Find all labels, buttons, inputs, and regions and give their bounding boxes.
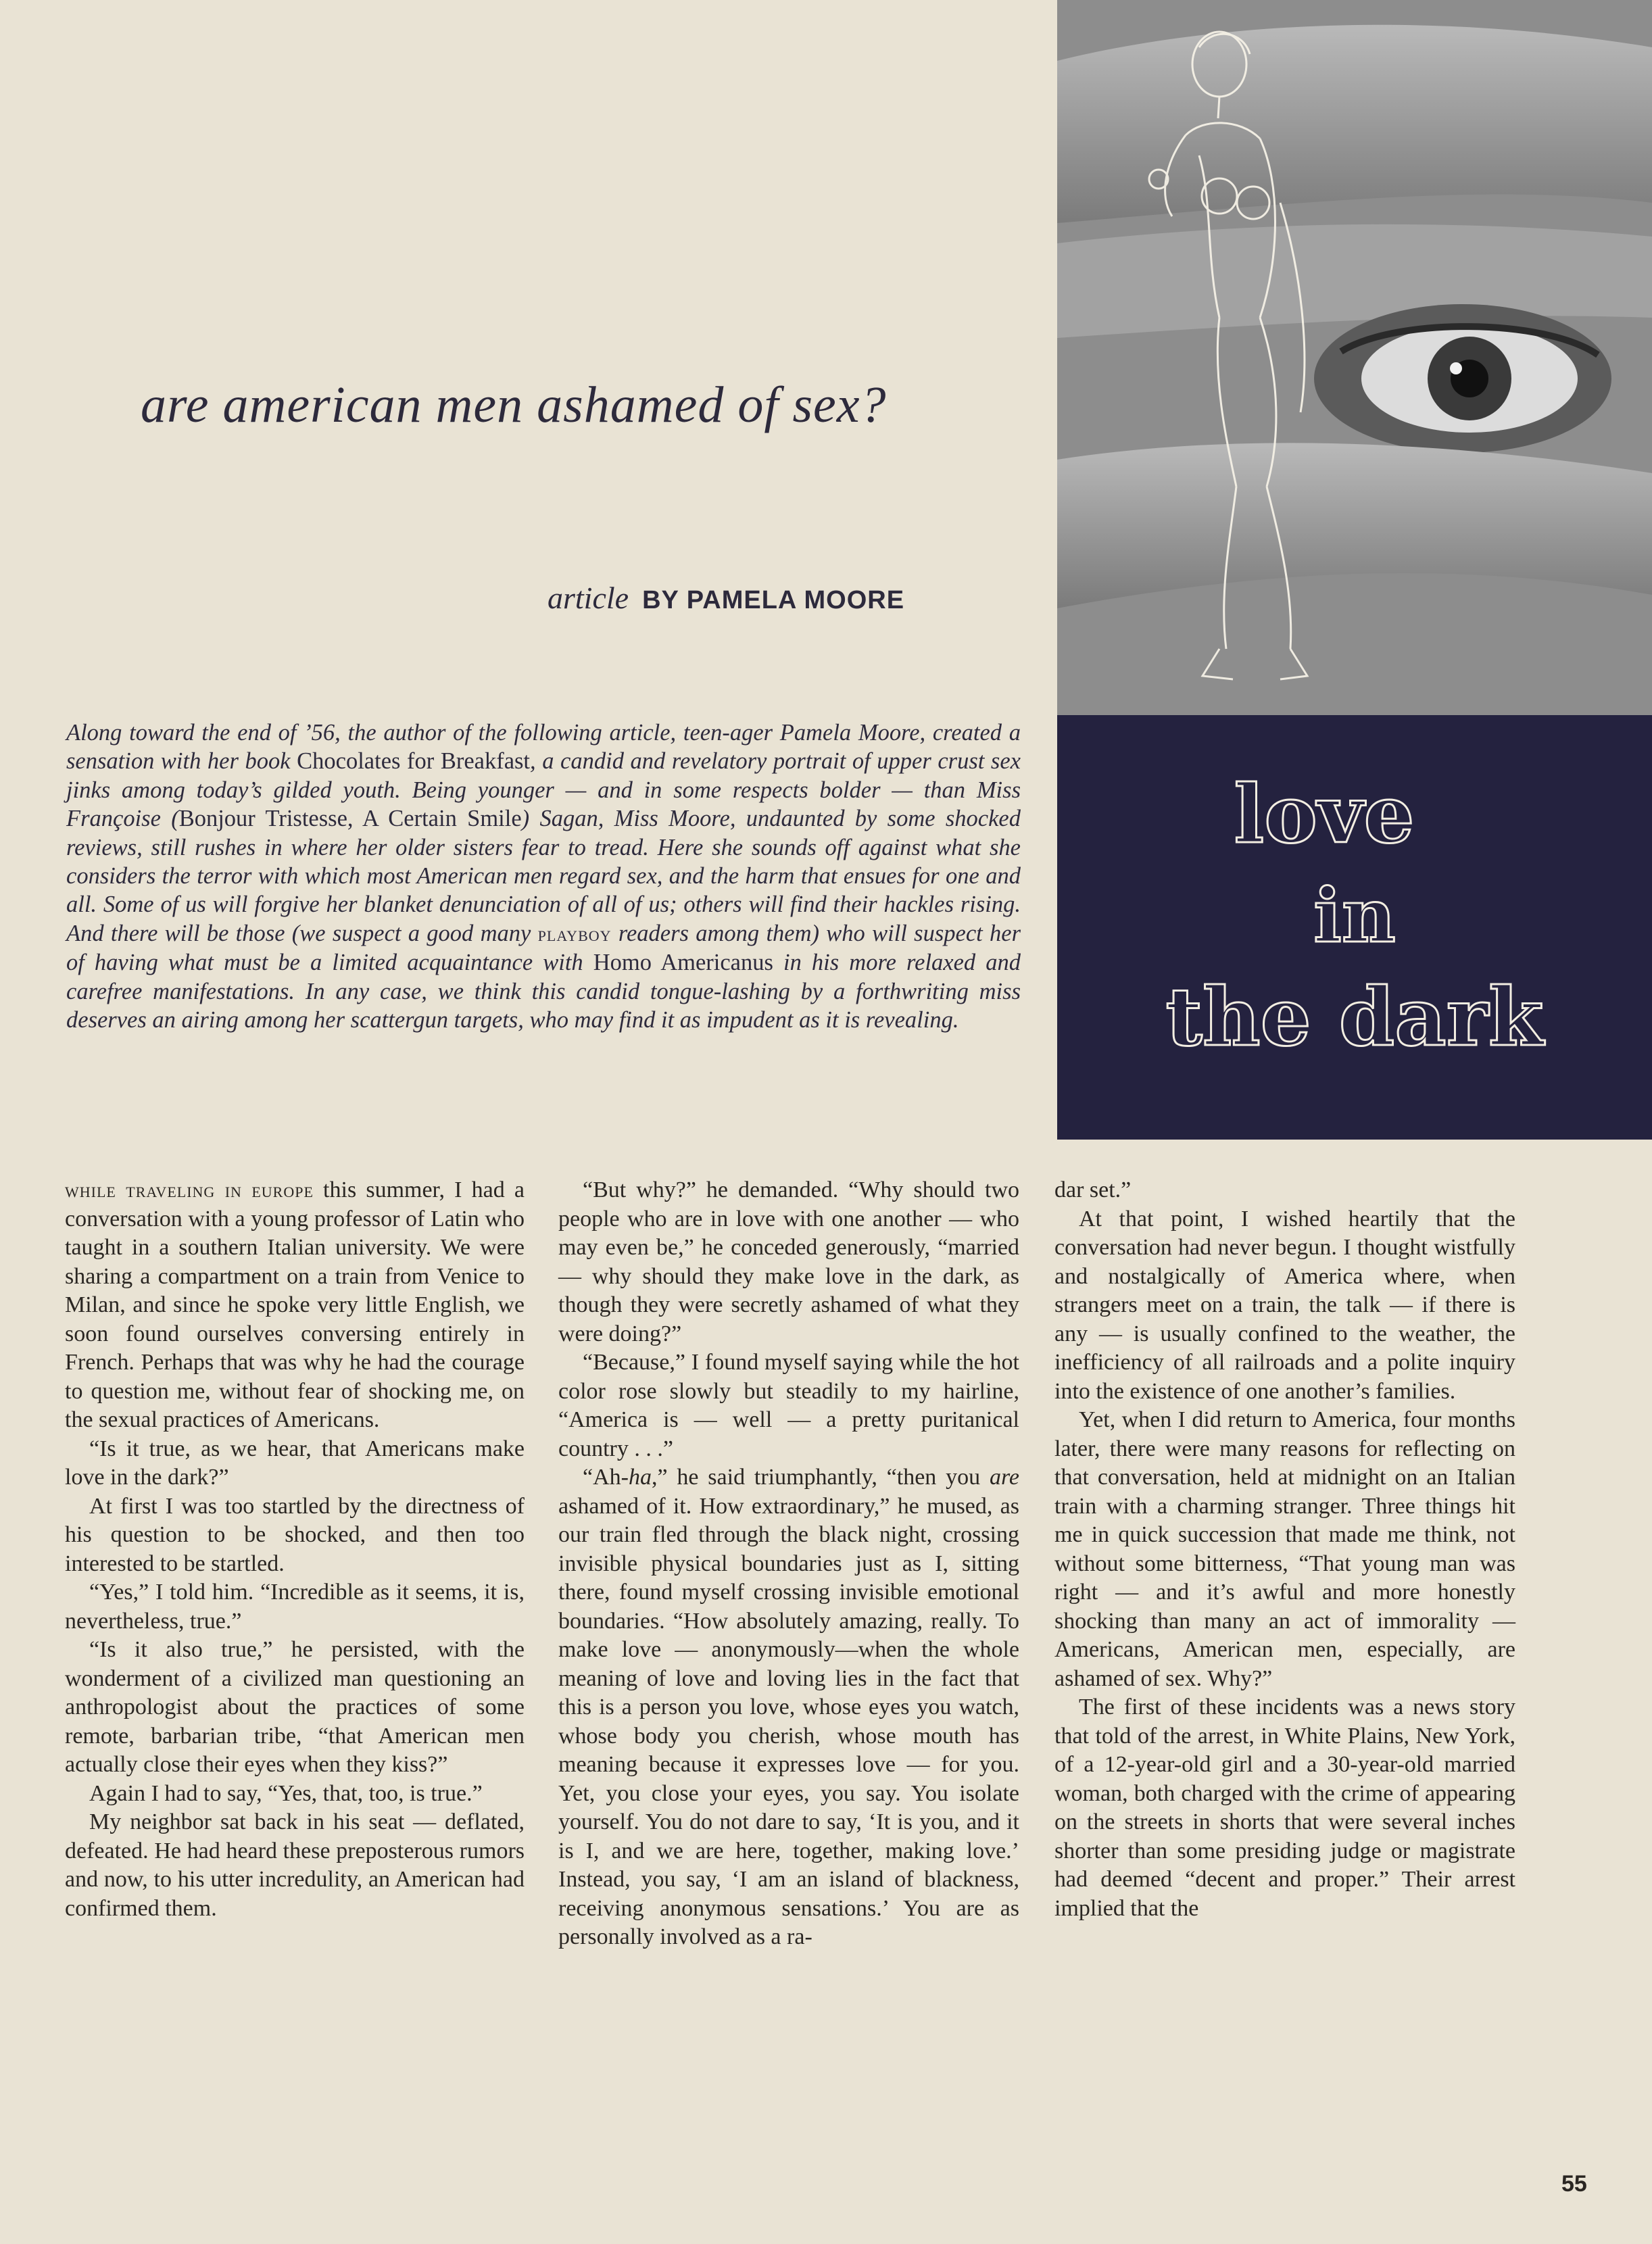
feature-title-line-3: the dark — [1165, 970, 1544, 1064]
article-headline: are american men ashamed of sex? — [141, 376, 887, 433]
eye-fingers-figure-image — [1057, 0, 1652, 715]
feature-title-line-2: in — [1313, 872, 1396, 959]
intro-book-title-2: Bonjour Tristesse, A Certain Smile — [178, 806, 522, 832]
paragraph: “Yes,” I told him. “Incredible as it seems, it is, nevertheless, true.” — [65, 1580, 525, 1634]
page-number: 55 — [1561, 2171, 1587, 2197]
byline — [548, 580, 953, 616]
byline-article-label: article — [548, 581, 629, 615]
feature-title-line-1: love — [1234, 767, 1415, 861]
body-column-1 — [65, 1176, 525, 1923]
intro-book-title-1: Chocolates for Breakfast — [297, 748, 531, 775]
intro-text-3: ) Sagan, Miss Moore, undaunted by some shocked reviews, still rushes in where her older sisters fear to tread. Here she sounds off against what she considers the terror with which most American men regard sex, and the harm that ensues for one and all. Some of us will forgive her blanket denunciation of all of us; others will find their hackles rising. And there will be those (we suspect a good many — [66, 806, 1021, 946]
paragraph — [558, 1463, 1019, 1952]
intro-magazine-name: playboy — [537, 921, 612, 946]
italic-emphasis: are — [989, 1465, 1019, 1490]
feature-title — [1057, 764, 1652, 1068]
paragraph: At first I was too startled by the directness of his question to be shocked, and then too interested to be startled. — [65, 1493, 525, 1576]
paragraph: “Is it true, as we hear, that Americans make love in the dark?” — [65, 1436, 525, 1490]
paragraph: “Is it also true,” he persisted, with the wonderment of a civilized man questioning an anthropologist about the practices of some remote, barbarian tribe, “that American men actually close their eyes when they kiss?” — [65, 1637, 525, 1777]
paragraph — [65, 1176, 525, 1435]
paragraph-text: this summer, I had a conversation with a young professor of Latin who taught in a southern Italian university. We were sharing a compartment on a train from Venice to Milan, and since he spoke very little English, we soon found ourselves conversing entirely in French. Perhaps that was why he had the courage to question me, without fear of shocking me, on the sexual practices of Americans. — [65, 1177, 525, 1432]
editor-intro — [66, 718, 1021, 1034]
paragraph: “But why?” he demanded. “Why should two people who are in love with one another — who may even be,” he conceded generously, “married — why should they make love in the dark, as though they were secretly ashamed of what they were doing?” — [558, 1177, 1019, 1346]
paragraph: At that point, I wished heartily that the conversation had never begun. I thought wistfully and nostalgically of America where, when strangers meet on a train, the talk — if there is any — is usually confined to the weather, the inefficiency of all railroads and a polite inquiry into the existence of one another’s families. — [1054, 1206, 1515, 1404]
paragraph-text: “Ah- — [583, 1465, 629, 1490]
intro-text-4: readers among them) who will suspect her of having what must be a limited acquaintance with — [66, 920, 1021, 976]
paragraph: The first of these incidents was a news story that told of the arrest, in White Plains, New York, of a 12-year-old girl and a 30-year-old married woman, both charged with the crime of appearing on the streets in shorts that were several inches shorter than some presiding judge or magistrate had deemed “decent and proper.” Their arrest implied that the — [1054, 1694, 1515, 1921]
eye-photo-illustration — [1057, 0, 1652, 715]
italic-emphasis: ha — [628, 1465, 652, 1490]
paragraph: Again I had to say, “Yes, that, too, is true.” — [89, 1780, 483, 1806]
body-column-2 — [558, 1176, 1019, 1952]
intro-text-5: in his more relaxed and carefree manifestations. In any case, we think this candid tongue-lashing by a forthwriting miss deserves an airing among her scattergun targets, who may find it as impudent as it is revealing. — [66, 950, 1021, 1033]
paragraph: My neighbor sat back in his seat — deflated, defeated. He had heard these preposterous rumors and now, to his utter incredulity, an American had confirmed them. — [65, 1809, 525, 1921]
byline-author: BY PAMELA MOORE — [642, 586, 905, 614]
body-column-3 — [1054, 1176, 1515, 1923]
intro-text-1: Along toward the end of ’56, the author of the following article, teen-ager Pamela Moore, created a sensation with her book — [66, 720, 1021, 775]
paragraph: Yet, when I did return to America, four months later, there were many reasons for reflecting on that conversation, held at midnight on an Italian train with a charming stranger. Three things hit me in quick succession that made me think, not without some bitterness, “That young man was right — and it’s awful and more honestly shocking than many an act of immorality — Americans, American men, especially, are ashamed of sex. Why?” — [1054, 1407, 1515, 1691]
intro-latin-term: Homo Americanus — [593, 950, 773, 976]
paragraph-text: ,” he said triumphantly, “then you — [651, 1465, 990, 1490]
intro-text-2: , a candid and revelatory portrait of upper crust sex jinks among today’s gilded youth. Being younger — and in some respects bolder — than Miss Françoise ( — [66, 748, 1021, 832]
paragraph-continued: dar set.” — [1054, 1177, 1132, 1202]
paragraph: “Because,” I found myself saying while the hot color rose slowly but steadily to my hairline, “America is — well — a pretty puritanical country . . .” — [558, 1350, 1019, 1461]
paragraph-text: ashamed of it. How extraordinary,” he mused, as our train fled through the black night, crossing invisible physical boundaries just as I, sitting there, found myself crossing invisible emotional boundaries. “How absolutely amazing, really. To make love — anonymously—when the whole meaning of love and loving lies in the fact that this is a person you love, whose eyes you watch, whose body you cherish, whose mouth has meaning because it expresses love — for you. Yet, you close your eyes, you say. You isolate yourself. You do not dare to say, ‘It is you, and it is I, and we are here, together, making love.’ Instead, you say, ‘I am an island of blackness, receiving anonymous sensations.’ You are as personally involved as a ra- — [558, 1493, 1019, 1949]
lead-in-small-caps: while traveling in europe — [65, 1178, 314, 1202]
